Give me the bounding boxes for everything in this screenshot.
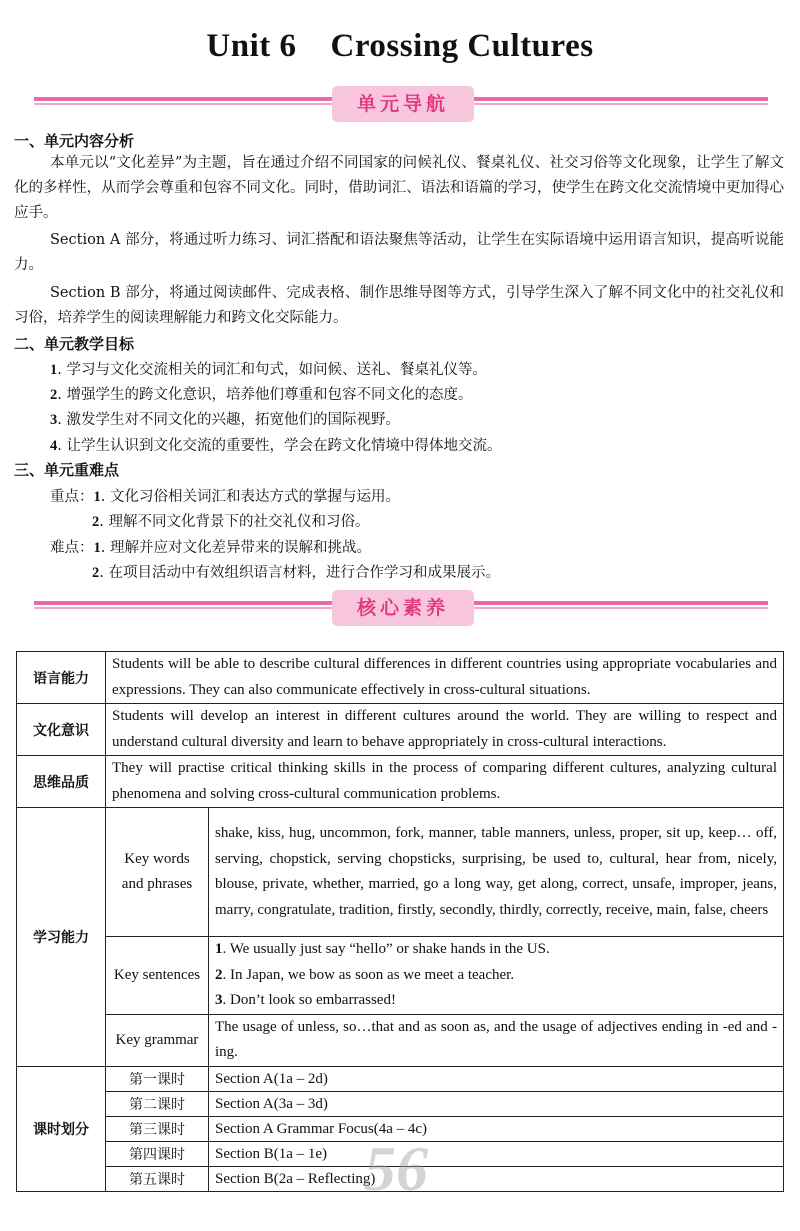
goal-item-1: 1. 学习与文化交流相关的词汇和句式，如问候、送礼、餐桌礼仪等。 bbox=[50, 362, 487, 378]
table-row bbox=[17, 937, 784, 1015]
row-head: 文化意识 bbox=[17, 704, 106, 756]
table-row bbox=[17, 756, 784, 808]
section-heading-teaching-goals: 二、单元教学目标 bbox=[14, 335, 135, 353]
key-words-label: Key words and phrases bbox=[106, 808, 209, 937]
row-head: 思维品质 bbox=[17, 756, 106, 808]
section-heading-key-points: 三、单元重难点 bbox=[14, 461, 120, 479]
lesson-content: Section A(1a – 2d) bbox=[209, 1066, 784, 1091]
key-point-2: 2. 理解不同文化背景下的社交礼仪和习俗。 bbox=[92, 514, 370, 530]
section-banner-core-literacy bbox=[34, 590, 768, 626]
lesson-content: Section A(3a – 3d) bbox=[209, 1091, 784, 1116]
page-number: 56 bbox=[364, 1133, 428, 1204]
lesson-content: Section A Grammar Focus(4a – 4c) bbox=[209, 1116, 784, 1141]
key-point-1: 重点：1. 文化习俗相关词汇和表达方式的掌握与运用。 bbox=[50, 489, 400, 505]
table-row bbox=[17, 704, 784, 756]
page-title: Unit 6 Crossing Cultures bbox=[206, 28, 594, 64]
paragraph-section-b: Section B 部分，将通过阅读邮件、完成表格、制作思维导图等方式，引导学生深入了解不同文化中的社交礼仪和习俗，培养学生的阅读理解能力和跨文化交际能力。 bbox=[14, 285, 784, 326]
key-sentence-2: 2. In Japan, we bow as soon as we meet a teacher. bbox=[215, 966, 515, 983]
key-sentence-1: 1. We usually just say “hello” or shake hands in the US. bbox=[215, 941, 550, 957]
difficulty-2: 2. 在项目活动中有效组织语言材料，进行合作学习和成果展示。 bbox=[92, 565, 500, 581]
row-text: Students will be able to describe cultural differences in different countries using appropriate vocabularies and expressions. They can also communicate effectively in cross-cultural situations. bbox=[106, 652, 784, 704]
section-banner-navigation bbox=[34, 86, 768, 122]
paragraph-intro: 本单元以“文化差异”为主题，旨在通过介绍不同国家的问候礼仪、餐桌礼仪、社交习俗等文化现象，让学生了解文化的多样性，从而学会尊重和包容不同文化。同时，借助词汇、语法和语篇的学习，使学生在跨文化交流情境中更加得心应手。 bbox=[14, 155, 784, 221]
row-text: They will practise critical thinking skills in the process of comparing different cultures, analyzing cultural phenomena and solving cross-cultural communication problems. bbox=[106, 756, 784, 808]
key-sentences-label: Key sentences bbox=[106, 937, 209, 1015]
goal-item-4: 4. 让学生认识到文化交流的重要性，学会在跨文化情境中得体地交流。 bbox=[50, 438, 502, 454]
key-words-text: shake, kiss, hug, uncommon, fork, manner, table manners, unless, proper, sit up, keep… off, serving, chopstick, serving chopsticks, surprising, be used to, cultural, hear from, nicely, blouse, private, whether, married, go a long way, get along, correct, unsafe, improper, jeans, marry, congratulate, tradition, firstly, secondly, thirdly, correctly, receive, main, false, cheers bbox=[209, 808, 784, 937]
table-row bbox=[17, 1091, 784, 1116]
key-grammar-label: Key grammar bbox=[106, 1014, 209, 1066]
banner-label: 核心素养 bbox=[332, 590, 474, 626]
table-row bbox=[17, 808, 784, 937]
key-sentence-3: 3. Don’t look so embarrassed! bbox=[215, 992, 396, 1008]
difficulty-1: 难点：1. 理解并应对文化差异带来的误解和挑战。 bbox=[50, 540, 371, 556]
section-heading-content-analysis: 一、单元内容分析 bbox=[14, 132, 135, 150]
lesson-name: 第二课时 bbox=[106, 1091, 209, 1116]
key-sentences bbox=[209, 937, 784, 1015]
row-head: 课时划分 bbox=[17, 1066, 106, 1191]
lesson-name: 第一课时 bbox=[106, 1066, 209, 1091]
table-row bbox=[17, 1014, 784, 1066]
lesson-name: 第四课时 bbox=[106, 1141, 209, 1166]
table-row bbox=[17, 652, 784, 704]
table-row bbox=[17, 1066, 784, 1091]
lesson-content: Section B(1a – 1e) bbox=[209, 1141, 784, 1166]
lesson-name: 第三课时 bbox=[106, 1116, 209, 1141]
goal-item-3: 3. 激发学生对不同文化的兴趣，拓宽他们的国际视野。 bbox=[50, 412, 400, 428]
row-text: Students will develop an interest in different cultures around the world. They are willing to respect and understand cultural diversity and learn to behave appropriately in cross-cultural interactions. bbox=[106, 704, 784, 756]
lesson-content: Section B(2a – Reflecting) bbox=[209, 1166, 784, 1191]
key-grammar-text: The usage of unless, so…that and as soon as, and the usage of adjectives ending in -ed and -ing. bbox=[209, 1014, 784, 1066]
row-head: 语言能力 bbox=[17, 652, 106, 704]
row-head: 学习能力 bbox=[17, 808, 106, 1067]
goal-item-2: 2. 增强学生的跨文化意识，培养他们尊重和包容不同文化的态度。 bbox=[50, 387, 473, 403]
lesson-name: 第五课时 bbox=[106, 1166, 209, 1191]
core-literacy-table bbox=[16, 651, 784, 1192]
paragraph-section-a: Section A 部分，将通过听力练习、词汇搭配和语法聚焦等活动，让学生在实际语境中运用语言知识，提高听说能力。 bbox=[14, 232, 784, 273]
banner-label: 单元导航 bbox=[332, 86, 474, 122]
